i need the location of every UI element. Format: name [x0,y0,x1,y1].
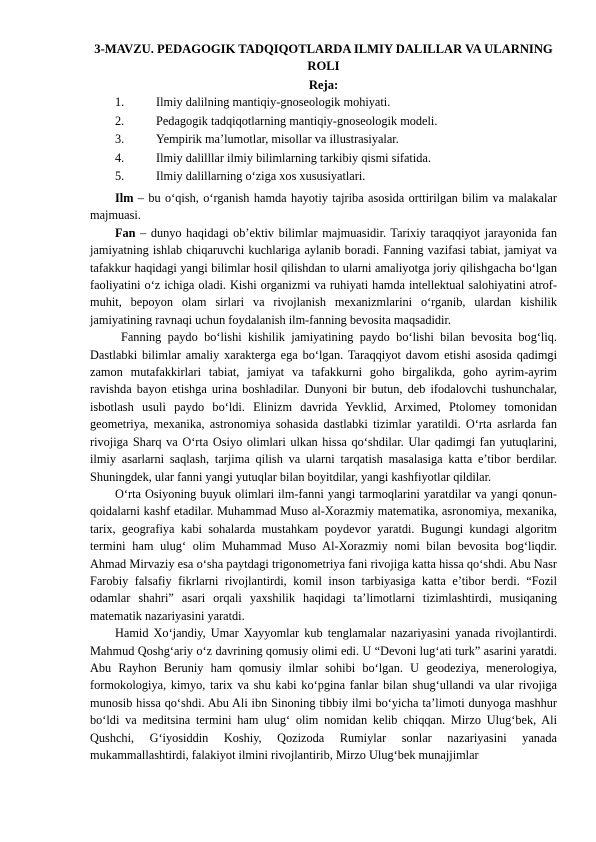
plan-item [115,149,555,168]
plan-item-text: Ilmiy dalilning mantiqiy-gnoseologik mohiyati. [156,95,391,109]
paragraph-text: – dunyo haqidagi ob’ektiv bilimlar majmuasidir. Tarixiy taraqqiyot jarayonida fan jamiyatning ishlab chiqaruvchi kuchlariga aylanib boradi. Fanning vazifasi tabiat, jamiyat va tafakkur haqidagi yangi bilimlar hosil qilishdan to ularni amaliyotga joriy qilishgacha bo‘lgan faoliyatini o‘z ichiga oladi. Kishi organizmi va ruhiyati hamda intellektual salohiyatini atrof-muhit, bepoyon olam sirlari va rivojlanish mexanizmlarini o‘rganib, ulardan kishilik jamiyatining ravnaqi uchun foydalanish ilm-fanning bevosita maqsadidir. [90,225,557,327]
paragraph-text: Hamid Xo‘jandiy, Umar Xayyomlar kub tenglamalar nazariyasini yanada rivojlantirdi. Mahmud Qoshg‘ariy o‘z davrining qomusiy olimi edi. U “Devoni lug‘ati turk” asarini yaratdi. Abu Rayhon Beruniy ham qomusiy ilmlar sohibi bo‘lgan. U geodeziya, menerologiya, formokologiya, kimyo, tarix va shu kabi ko‘pgina fanlar bilan shug‘ullandi va ular rivojiga munosib hissa qo‘shdi. Abu Ali ibn Sinoning tibbiy ilmi bo‘yicha ta’limoti dunyoga mashhur bo‘ldi va meditsina termini ham ulug‘ olim nomidan kelib chiqqan. Mirzo Ulug‘bek, Ali Qushchi, G‘iyosiddin Koshiy, Qozizoda Rumiylar sonlar nazariyasini yanada mukammallashtirdi, falakiyot ilmini rivojlantirib, Mirzo Ulug‘bek munajjimlar [90,626,557,762]
term-fan: Fan [115,225,136,240]
plan-item [115,167,555,186]
paragraph-fan [90,225,557,329]
paragraph-text: – bu o‘qish, o‘rganish hamda hayotiy tajriba asosida orttirilgan bilim va malakalar majmuasi. [90,191,557,223]
plan-heading: Reja: [308,78,339,92]
plan-list [115,93,555,186]
paragraph-ilm [90,190,557,225]
plan-item-number: 4. [115,150,125,165]
plan-item-number: 5. [115,169,125,183]
plan-item-text: Ilmiy dalilllar ilmiy bilimlarning tarkibiy qismi sifatida. [156,150,431,165]
document-title: 3-MAVZU. PEDAGOGIK TADQIQOTLARDA ILMIY DALILLAR VA ULARNING ROLI [94,42,553,73]
plan-item [115,112,555,131]
plan-item [115,93,555,112]
paragraph-central-asia-scholars [90,486,557,625]
paragraph-fan-origin [90,329,557,486]
plan-item-number: 2. [115,113,125,128]
plan-item-number: 3. [115,132,125,146]
paragraph-text: Fanning paydo bo‘lishi kishilik jamiyatining paydo bo‘lishi bilan bevosita bog‘liq. Dastlabki bilimlar amaliy xarakterga ega bo‘lgan. Taraqqiyot davom etishi asosida qadimgi zamon mutafakkirlari tabiat, jamiyat va tafakkurni goho birgalikda, goho ayrim-ayrim ravishda bayon etishga urina boshladilar. Dunyoni bir butun, deb ifodalovchi tushunchalar, isbotlash usuli paydo bo‘ldi. Elinizm davrida Yevklid, Arximed, Ptolomey tomonidan geometriya, mexanika, astronomiya sohasida dastlabki tizimlar yaratildi. O‘rta asrlarda fan rivojiga Sharq va O‘rta Osiyo olimlari ulkan hissa qo‘shdilar. Ular qadimgi fan yutuqlarini, ilmiy asarlarni saqlash, tarjima qilish va ularni tarqatish masalasiga katta e’tibor berdilar. Shuningdek, ular fanni yangi yutuqlar bilan boyitdilar, yangi kashfiyotlar qildilar. [90,330,557,484]
plan-item-text: Yempirik ma’lumotlar, misollar va illustrasiyalar. [156,132,399,146]
document-body [90,190,557,764]
plan-item-text: Pedagogik tadqiqotlarning mantiqiy-gnoseologik modeli. [156,113,438,128]
term-ilm: Ilm [115,191,134,205]
plan-item [115,130,555,149]
paragraph-encyclopedic-scholars [90,625,557,764]
plan-item-number: 1. [115,95,125,109]
plan-item-text: Ilmiy dalillarning o‘ziga xos xususiyatlari. [156,169,366,183]
paragraph-text: O‘rta Osiyoning buyuk olimlari ilm-fanni yangi tarmoqlarini yaratdilar va yangi qonun-qoidalarni kashf etadilar. Muhammad Muso al-Xorazmiy matematika, asronomiya, mexanika, tarix, geografiya kabi sohalarda mustahkam poydevor yaratdi. Bugungi kundagi algoritm termini ham ulug‘ olim Muhammad Muso Al-Xorazmiy nomi bilan bevosita bog‘liqdir. Ahmad Mirvaziy esa o‘sha paytdagi trigonometriya fani rivojiga katta hissa qo‘shdi. Abu Nasr Farobiy falsafiy fikrlarni rivojlantirdi, komil inson tarbiyasiga katta e’tibor berdi. “Fozil odamlar shahri” asari orqali yaxshilik haqidagi ta’limotlarni tizimlashtirdi, musiqaning matematik nazariyasini yaratdi. [90,486,557,623]
